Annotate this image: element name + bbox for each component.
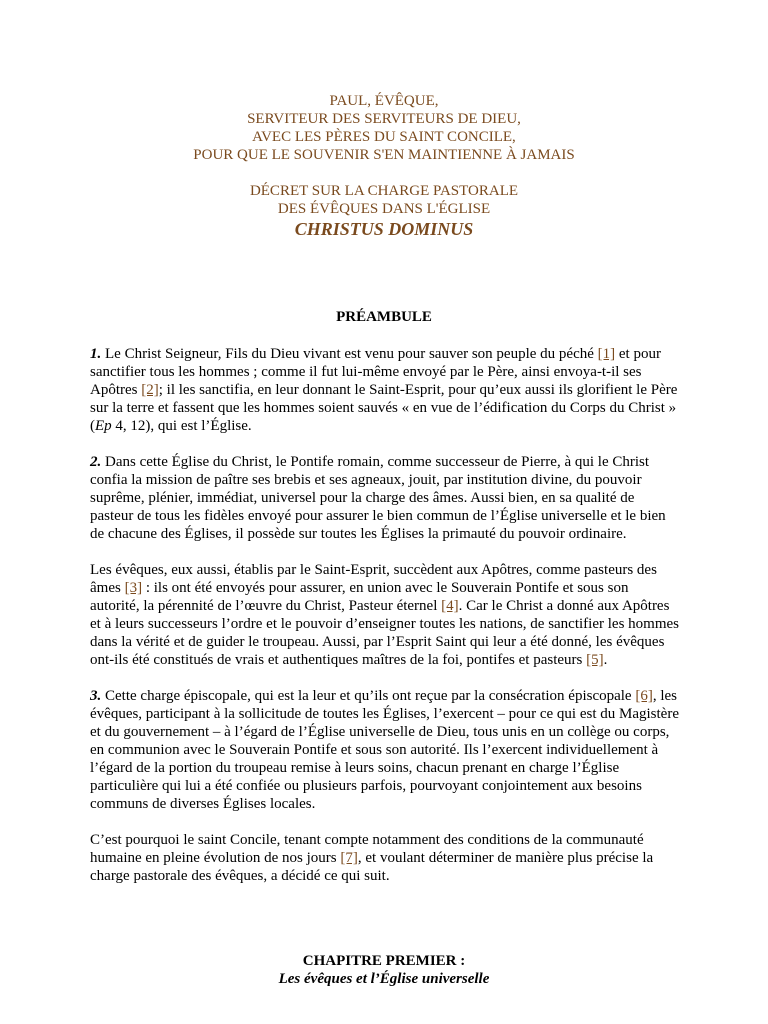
header-line-3: AVEC LES PÈRES DU SAINT CONCILE, — [252, 129, 516, 145]
chapter-subtitle: Les évêques et l’Église universelle — [278, 971, 490, 987]
footnote-link-7[interactable]: [7] — [340, 850, 358, 866]
footnote-link-3[interactable]: [3] — [124, 580, 143, 596]
paragraph-4: 3. Cette charge épiscopale, qui est la leur et qu’ils ont reçue par la consécration épiscopale [6], les évêques, participant à la sollicitude de toutes les Églises, l’exercent – pour ce qui est du Magistère et du gouvernement – à l’égard de l’Église universelle de Dieu, tous unis en un collège ou corps, en communion avec le Souverain Pontife et sous son autorité. Ils l’exercent individuellement à l’égard de la portion du troupeau remise à leurs soins, chacun prenant en charge l’Église particulière qui lui a été confiée ou plusieurs parfois, pourvoyant conjointement aux besoins communs de diverses Églises locales. — [90, 688, 679, 812]
header-line-2: SERVITEUR DES SERVITEURS DE DIEU, — [247, 111, 521, 127]
paragraph-number: 3. — [90, 688, 102, 704]
footnote-link-5[interactable]: [5] — [586, 652, 604, 668]
header-line-1: PAUL, ÉVÊQUE, — [329, 93, 439, 109]
footnote-link-1[interactable]: [1] — [597, 346, 616, 362]
preambule-heading: PRÉAMBULE — [336, 309, 432, 325]
paragraph-number: 1. — [90, 346, 102, 362]
scripture-ref: Ep — [95, 418, 112, 434]
footnote-link-2[interactable]: [2] — [141, 382, 159, 398]
chapter-heading — [0, 952, 768, 988]
document-body — [90, 345, 680, 903]
paragraph-1: 1. Le Christ Seigneur, Fils du Dieu vivant est venu pour sauver son peuple du péché [1] et pour sanctifier tous les hommes ; comme il fut lui-même envoyé par le Père, ainsi envoya-t-il ses Apôtres [2]; il les sanctifia, en leur donnant le Saint-Esprit, pour qu’eux aussi ils glorifient le Père sur la terre et fassent que les hommes soient sauvés « en vue de l’édification du Corps du Christ » (Ep 4, 12), qui est l’Église. — [90, 346, 678, 434]
footnote-link-6[interactable]: [6] — [635, 688, 653, 704]
decree-title: CHRISTUS DOMINUS — [294, 219, 474, 239]
paragraph-number: 2. — [90, 454, 102, 470]
paragraph-5: C’est pourquoi le saint Concile, tenant compte notamment des conditions de la communauté humaine en pleine évolution de nos jours [7], et voulant déterminer de manière plus précise la charge pastorale des évêques, a décidé ce qui suit. — [90, 832, 654, 884]
paragraph-2: 2. Dans cette Église du Christ, le Pontife romain, comme successeur de Pierre, à qui le Christ confia la mission de paître ses brebis et ses agneaux, jouit, par institution divine, du pouvoir suprême, plénier, immédiat, universel pour la charge des âmes. Aussi bien, en sa qualité de pasteur de tous les fidèles envoyé pour assurer le bien commun de l’Église universelle et le bien de chacune des Églises, il possède sur toutes les Églises la primauté du pouvoir ordinaire. — [90, 454, 666, 542]
paragraph-3: Les évêques, eux aussi, établis par le Saint-Esprit, succèdent aux Apôtres, comme pasteurs des âmes [3] : ils ont été envoyés pour assurer, en union avec le Souverain Pontife et sous son autorité, la pérennité de l’œuvre du Christ, Pasteur éternel [4]. Car le Christ a donné aux Apôtres et à leurs successeurs l’ordre et le pouvoir d’enseigner toutes les nations, de sanctifier les hommes dans la vérité et de guider le troupeau. Aussi, par l’Esprit Saint qui leur a été donné, les évêques ont-ils été constitués de vrais et authentiques maîtres de la foi, pontifes et pasteurs [5]. — [90, 562, 679, 668]
decree-header — [0, 92, 768, 240]
chapter-title: CHAPITRE PREMIER : — [302, 953, 466, 969]
footnote-link-4[interactable]: [4] — [441, 598, 459, 614]
header-line-5: DÉCRET SUR LA CHARGE PASTORALE — [249, 183, 519, 199]
header-line-4: POUR QUE LE SOUVENIR S'EN MAINTIENNE À JAMAIS — [193, 147, 575, 163]
header-line-6: DES ÉVÊQUES DANS L'ÉGLISE — [277, 201, 491, 217]
